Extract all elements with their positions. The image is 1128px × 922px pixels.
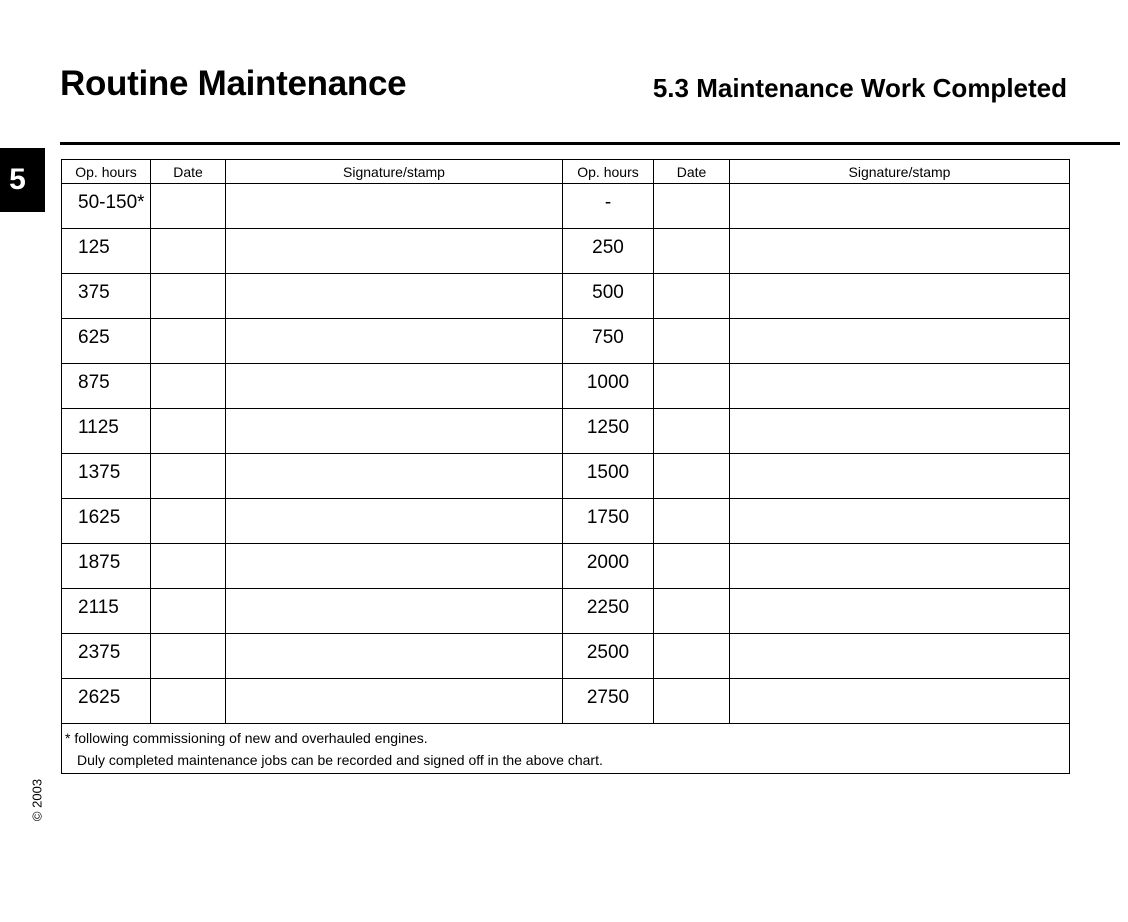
table-row [62,409,1070,454]
table-row [62,589,1070,634]
date-cell[interactable] [151,454,226,499]
table-row [62,454,1070,499]
date-cell[interactable] [654,184,730,229]
date-cell[interactable] [151,634,226,679]
signature-cell[interactable] [226,409,563,454]
op-hours-right-cell: 750 [563,319,654,364]
date-cell[interactable] [654,499,730,544]
signature-cell[interactable] [730,184,1070,229]
header-divider [60,142,1120,145]
signature-cell[interactable] [226,319,563,364]
section-title: Routine Maintenance [60,64,407,103]
header-date-right: Date [654,160,730,184]
date-cell[interactable] [151,544,226,589]
signature-cell[interactable] [730,589,1070,634]
signature-cell[interactable] [226,544,563,589]
maintenance-log-table [61,159,1070,774]
signature-cell[interactable] [730,319,1070,364]
signature-cell[interactable] [226,229,563,274]
signature-cell[interactable] [730,634,1070,679]
date-cell[interactable] [151,184,226,229]
date-cell[interactable] [654,364,730,409]
op-hours-right-cell: 2750 [563,679,654,724]
date-cell[interactable] [654,679,730,724]
op-hours-left-cell: 625 [62,319,151,364]
signature-cell[interactable] [226,589,563,634]
copyright-notice: © 2003 [29,778,45,822]
footnote-commissioning: * following commissioning of new and overhauled engines. [65,730,428,746]
table-row [62,274,1070,319]
table-header-row [62,160,1070,184]
op-hours-right-cell: 1000 [563,364,654,409]
op-hours-right-cell: 1750 [563,499,654,544]
table-row [62,229,1070,274]
op-hours-left-cell: 1625 [62,499,151,544]
op-hours-right-cell: 500 [563,274,654,319]
table-row [62,184,1070,229]
date-cell[interactable] [151,679,226,724]
date-cell[interactable] [654,229,730,274]
signature-cell[interactable] [226,454,563,499]
table-row [62,679,1070,724]
header-op-hours-left: Op. hours [62,160,151,184]
op-hours-left-cell: 2625 [62,679,151,724]
signature-cell[interactable] [226,364,563,409]
table-row [62,364,1070,409]
date-cell[interactable] [654,634,730,679]
signature-cell[interactable] [226,634,563,679]
chapter-tab: 5 [0,148,45,212]
signature-cell[interactable] [730,679,1070,724]
date-cell[interactable] [151,589,226,634]
signature-cell[interactable] [730,409,1070,454]
header-signature-left: Signature/stamp [226,160,563,184]
header-signature-right: Signature/stamp [730,160,1070,184]
date-cell[interactable] [151,229,226,274]
signature-cell[interactable] [730,274,1070,319]
signature-cell[interactable] [730,454,1070,499]
table-row [62,499,1070,544]
op-hours-left-cell: 125 [62,229,151,274]
date-cell[interactable] [654,409,730,454]
op-hours-left-cell: 875 [62,364,151,409]
date-cell[interactable] [151,499,226,544]
table-row [62,634,1070,679]
date-cell[interactable] [654,454,730,499]
op-hours-right-cell: 1500 [563,454,654,499]
date-cell[interactable] [151,364,226,409]
op-hours-right-cell: - [563,184,654,229]
op-hours-left-cell: 1125 [62,409,151,454]
table-footnote-row [62,724,1070,774]
signature-cell[interactable] [730,364,1070,409]
op-hours-left-cell: 50-150* [62,184,151,229]
header-date-left: Date [151,160,226,184]
signature-cell[interactable] [730,499,1070,544]
op-hours-left-cell: 1375 [62,454,151,499]
date-cell[interactable] [151,274,226,319]
subsection-title: 5.3 Maintenance Work Completed [652,73,1067,103]
date-cell[interactable] [654,544,730,589]
date-cell[interactable] [654,319,730,364]
op-hours-left-cell: 2115 [62,589,151,634]
date-cell[interactable] [151,319,226,364]
op-hours-right-cell: 250 [563,229,654,274]
signature-cell[interactable] [226,679,563,724]
op-hours-right-cell: 2250 [563,589,654,634]
signature-cell[interactable] [730,229,1070,274]
footnote-instructions: Duly completed maintenance jobs can be recorded and signed off in the above chart. [77,752,603,768]
date-cell[interactable] [654,274,730,319]
signature-cell[interactable] [226,184,563,229]
op-hours-left-cell: 375 [62,274,151,319]
date-cell[interactable] [654,589,730,634]
signature-cell[interactable] [226,274,563,319]
op-hours-right-cell: 1250 [563,409,654,454]
table-footnote [62,724,1070,774]
op-hours-left-cell: 2375 [62,634,151,679]
op-hours-right-cell: 2500 [563,634,654,679]
table-row [62,319,1070,364]
header-op-hours-right: Op. hours [563,160,654,184]
table-row [62,544,1070,589]
op-hours-left-cell: 1875 [62,544,151,589]
date-cell[interactable] [151,409,226,454]
signature-cell[interactable] [226,499,563,544]
signature-cell[interactable] [730,544,1070,589]
op-hours-right-cell: 2000 [563,544,654,589]
